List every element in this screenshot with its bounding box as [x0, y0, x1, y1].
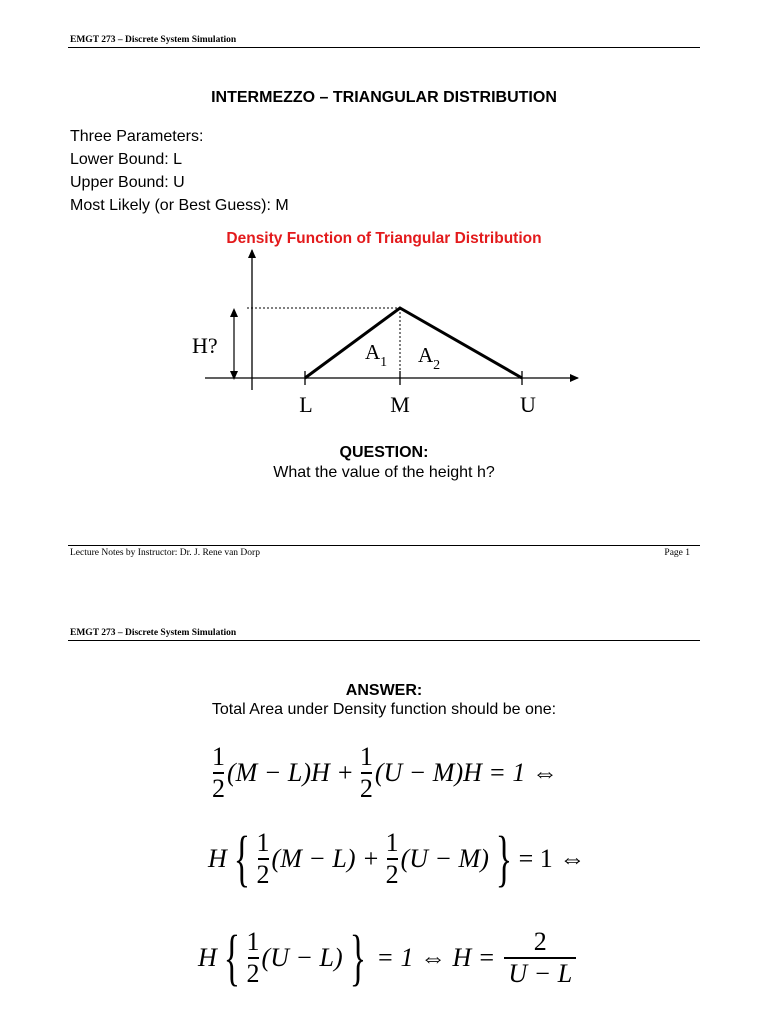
- eq1-fraction-1: $\frac{1}{2}$: [212, 742, 225, 803]
- page1-title: INTERMEZZO – TRIANGULAR DISTRIBUTION: [211, 89, 557, 106]
- eq2-lead: H: [208, 844, 227, 873]
- page2-header: EMGT 273 – Discrete System Simulation: [70, 628, 237, 638]
- eq1-term-2: (U − M)H = 1 ⇔: [374, 758, 558, 787]
- footer-page-number: Page 1: [664, 548, 690, 558]
- eq2-term-1: (M − L) +: [271, 844, 380, 873]
- eq2-tail: = 1 ⇔: [518, 844, 586, 873]
- question-label: QUESTION:: [339, 444, 429, 461]
- triangular-density-diagram: [0, 240, 768, 430]
- eq3-lead: H: [198, 943, 217, 972]
- parameter-most-likely: Most Likely (or Best Guess): M: [70, 197, 289, 214]
- lower-bound-label: L: [299, 392, 313, 417]
- question-text: What the value of the height h?: [273, 464, 495, 481]
- eq3-right-brace: }: [349, 924, 366, 992]
- eq3-fraction: $\frac{1}{2}$: [246, 927, 260, 988]
- density-triangle: [305, 308, 522, 378]
- height-label: H?: [192, 333, 218, 358]
- eq2-right-brace: }: [495, 825, 512, 893]
- eq3-left-brace: {: [223, 924, 240, 992]
- equation-1: [212, 742, 558, 804]
- eq2-fraction-1: $\frac{1}{2}$: [256, 828, 270, 889]
- parameters-list: [70, 128, 289, 220]
- eq1-term-1: (M − L)H +: [227, 758, 354, 787]
- equation-3: [198, 925, 577, 991]
- page1-footer-rule: [68, 545, 700, 546]
- diagram-title: Density Function of Triangular Distribution: [226, 230, 542, 247]
- page2-header-rule: [68, 640, 700, 641]
- eq1-fraction-2: $\frac{1}{2}$: [359, 742, 373, 803]
- page1-header: EMGT 273 – Discrete System Simulation: [70, 35, 237, 45]
- mode-label: M: [390, 392, 410, 417]
- footer-instructor: Lecture Notes by Instructor: Dr. J. Rene van Dorp: [70, 548, 260, 558]
- eq2-term-2: (U − M): [400, 844, 489, 873]
- page1-header-rule: [68, 47, 700, 48]
- eq3-result-fraction: $\frac{2}{U - L}$: [503, 927, 577, 989]
- upper-bound-label: U: [520, 392, 536, 417]
- answer-text: Total Area under Density function should be one:: [211, 701, 557, 718]
- parameter-upper: Upper Bound: U: [70, 174, 185, 191]
- eq3-term: (U − L): [261, 943, 343, 972]
- eq2-fraction-2: $\frac{1}{2}$: [385, 828, 399, 889]
- parameter-lower: Lower Bound: L: [70, 151, 183, 168]
- eq2-left-brace: {: [233, 825, 250, 893]
- parameters-heading: Three Parameters:: [70, 128, 204, 145]
- area1-label: $A_1$: [365, 340, 388, 370]
- eq3-middle: = 1 ⇔ H =: [376, 943, 496, 972]
- area2-label: $A_2$: [418, 343, 441, 373]
- equation-2: [208, 825, 586, 893]
- answer-label: ANSWER:: [345, 682, 423, 699]
